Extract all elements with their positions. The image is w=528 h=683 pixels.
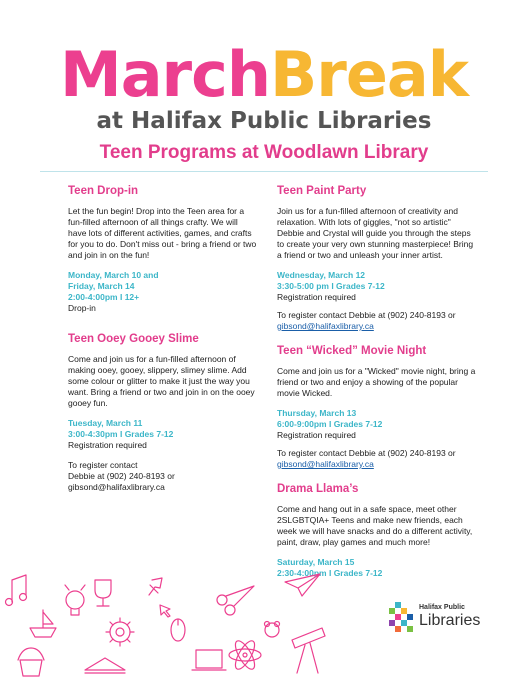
event-time: 2:00-4:00pm I 12+: [68, 292, 140, 302]
library-logo[interactable]: [385, 600, 505, 640]
paper-plane-icon: [285, 574, 320, 596]
contact-line: To register contact Debbie at (902) 240-8193 or: [277, 448, 456, 458]
lightbulb-icon: [65, 585, 85, 615]
gear-icon: [106, 618, 134, 646]
event-registration: Registration required: [277, 292, 356, 302]
music-note-icon: [6, 575, 27, 606]
cupcake-icon: [18, 648, 44, 676]
event-registration: Registration required: [277, 430, 356, 440]
event-description: Come and join us for a fun-filled afternoon of making ooey, gooey, slippery, slimey slime. Add some colour or glitter to make it just the way you want. Bring a friend or two and join in on the ooey gooey fun.: [68, 354, 255, 408]
event-title: Teen Drop-in: [68, 185, 139, 197]
title-march: March: [60, 38, 271, 111]
event-date: Wednesday, March 12: [277, 270, 366, 280]
poster-title: [0, 40, 528, 110]
event-time: 3:00-4:30pm I Grades 7-12: [68, 429, 174, 439]
event-time: 2:30-4:00pm I Grades 7-12: [277, 568, 383, 578]
sandwich-icon: [85, 658, 125, 673]
library-logo-icon: [385, 600, 417, 640]
logo-line1: Halifax Public: [419, 604, 465, 611]
event-date: Monday, March 10 and: [68, 270, 159, 280]
event-time: 3:30-5:00 pm I Grades 7-12: [277, 281, 385, 291]
title-break: Break: [270, 38, 468, 111]
bear-icon: [265, 622, 280, 638]
event-movie-night: [277, 344, 477, 470]
contact-line: To register contact: [68, 460, 138, 470]
event-title: Drama Llama’s: [277, 483, 359, 495]
paper-boat-icon: [30, 610, 56, 637]
event-time: 6:00-9:00pm I Grades 7-12: [277, 419, 383, 429]
pushpin-icon: [149, 578, 162, 595]
atom-icon: [229, 638, 261, 672]
contact-email-link[interactable]: gibsond@halifaxlibrary.ca: [277, 321, 374, 331]
cursor-icon: [160, 605, 170, 617]
event-description: Let the fun begin! Drop into the Teen area for a fun-filled afternoon of all things crafty. We will have lots of different activities, games, and crafts for you to do. Don't miss out - bring a friend or two and join in on the fun!: [68, 206, 257, 260]
event-title: Teen Ooey Gooey Slime: [68, 333, 199, 345]
event-registration: Registration required: [68, 440, 147, 450]
event-description: Come and hang out in a safe space, meet other 2SLGBTQIA+ Teens and make new friends, each week we will have snacks and do a different activity, paint, draw, play games and much more!: [277, 504, 473, 547]
decorative-doodles: [0, 560, 390, 683]
laptop-icon: [192, 650, 226, 670]
divider: [40, 171, 488, 172]
scissors-icon: [217, 586, 254, 615]
right-column: [277, 182, 477, 591]
left-column: [68, 182, 258, 505]
event-date: Saturday, March 15: [277, 557, 355, 567]
event-slime: [68, 332, 258, 493]
trophy-icon: [95, 580, 111, 606]
event-title: Teen Paint Party: [277, 185, 367, 197]
event-registration: Drop-in: [68, 303, 96, 313]
event-description: Join us for a fun-filled afternoon of creativity and relaxation. With lots of giggles, "not so artistic" Debbie and Crystal will guide you through the steps to create your very own stunning masterpiece! Bring a friend or two and unleash your inner artist.: [277, 206, 474, 260]
event-description: Come and join us for a "Wicked" movie night, bring a friend or two and enjoy a showing of the popular movie Wicked.: [277, 366, 476, 398]
contact-line: To register contact Debbie at (902) 240-8193 or: [277, 310, 456, 320]
event-date: Tuesday, March 11: [68, 418, 143, 428]
contact-email[interactable]: gibsond@halifaxlibrary.ca: [68, 482, 165, 492]
mouse-icon: [171, 619, 185, 641]
event-date: Thursday, March 13: [277, 408, 357, 418]
poster-subtitle: at Halifax Public Libraries: [96, 108, 432, 134]
logo-line2: Libraries: [419, 612, 481, 629]
contact-line: Debbie at (902) 240-8193 or: [68, 471, 175, 481]
contact-email-link[interactable]: gibsond@halifaxlibrary.ca: [277, 459, 374, 469]
event-paint-party: [277, 184, 477, 332]
event-date: Friday, March 14: [68, 281, 135, 291]
telescope-icon: [292, 628, 325, 673]
event-title: Teen “Wicked” Movie Night: [277, 345, 427, 357]
event-teen-drop-in: [68, 184, 258, 314]
section-heading: Teen Programs at Woodlawn Library: [99, 142, 429, 163]
